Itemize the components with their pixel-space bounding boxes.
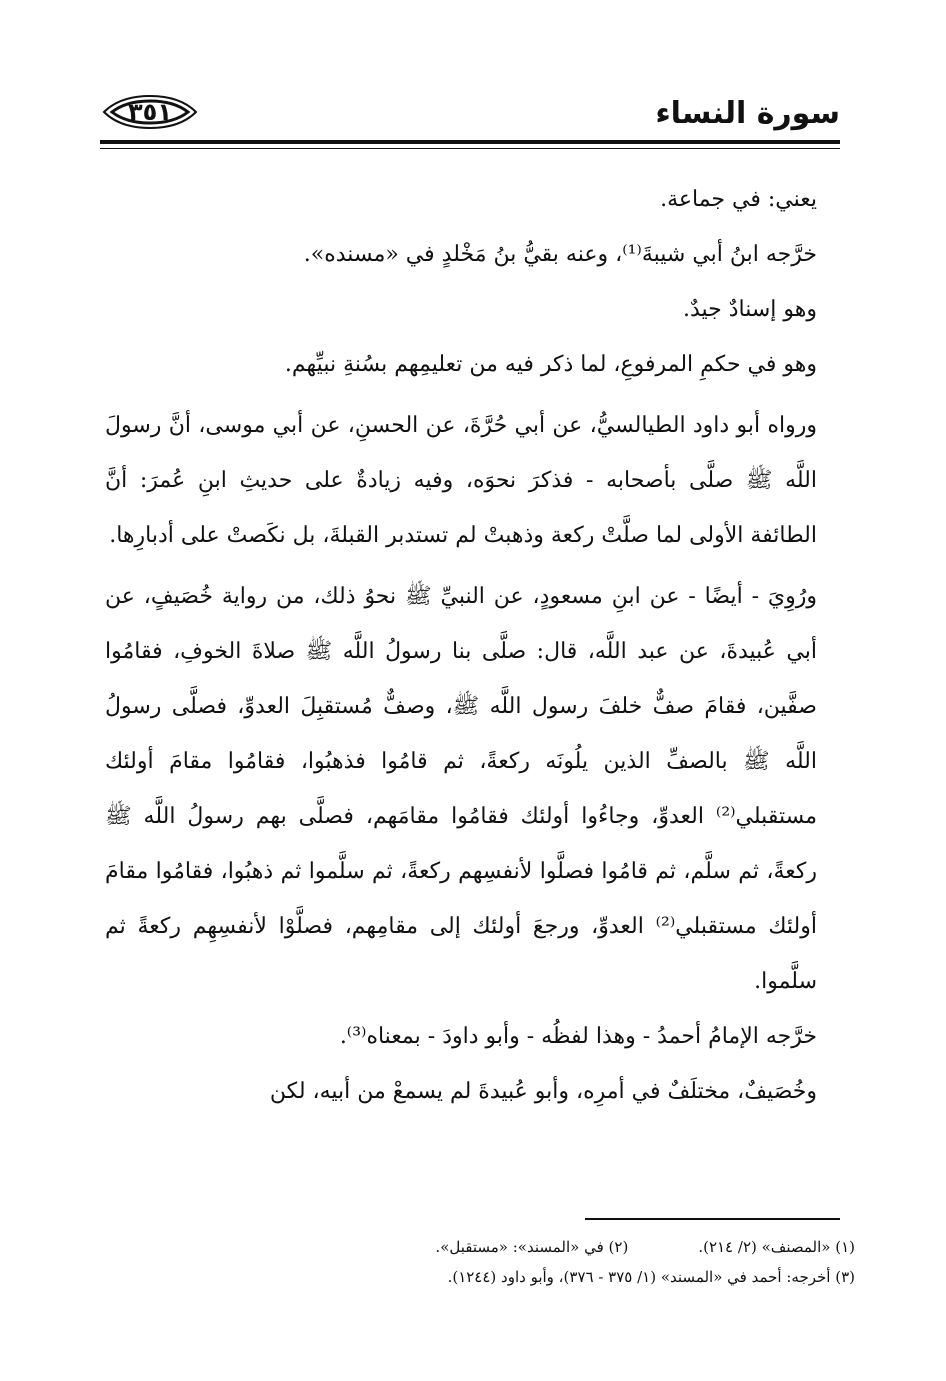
footnote-1: (١) «المصنف» (٢/ ٢١٤). <box>698 1238 855 1256</box>
page-number: ٣٥١ <box>128 98 172 126</box>
header-rule-thick <box>100 140 840 144</box>
footnote-rule <box>585 1218 840 1220</box>
surah-title: سورة النساء <box>655 96 840 131</box>
paragraph: ورواه أبو داود الطيالسيُّ، عن أبي حُرَّةَ، عن الحسنِ، عن أبي موسى، أنَّ رسولَ اللَّه ﷺ صلَّى بأصحابه - فذكرَ نحوَه، وفيه زيادةٌ على حديثِ ابنِ عُمرَ: أنَّ الطائفة الأولى لما صلَّتْ ركعة وذهبتْ لم تستدبر القبلةَ، بل نكَصتْ على أدبارِها. <box>105 413 817 548</box>
page-number-badge <box>100 94 200 130</box>
header-rule-thin <box>100 148 840 149</box>
paragraph: يعني: في جماعة. <box>660 187 817 212</box>
footnotes <box>250 1232 855 1292</box>
footnote-row <box>250 1232 855 1262</box>
page-header <box>100 86 840 148</box>
paragraph: وهو إسنادٌ جيدٌ. <box>682 297 817 322</box>
footnote-3: (٣) أخرجه: أحمد في «المسند» (١/ ٣٧٥ - ٣٧٦)، وأبو داود (١٢٤٤). <box>447 1268 855 1286</box>
paragraph: خرَّجه الإمامُ أحمدُ - وهذا لفظُه - وأبو داودَ - بمعناه⁽³⁾. <box>339 1024 817 1049</box>
paragraph: وخُصَيفٌ، مختلَفٌ في أمرِه، وأبو عُبيدةَ لم يسمعْ من أبيه، لكن <box>269 1079 817 1104</box>
paragraph: وهو في حكمِ المرفوعِ، لما ذكر فيه من تعليمِهم بسُنةِ نبيِّهم. <box>284 352 817 377</box>
main-text <box>105 172 817 1119</box>
paragraph: ورُوِيَ - أيضًا - عن ابنِ مسعودٍ، عن النبيِّ ﷺ نحوُ ذلك، من رواية خُصَيفٍ، عن أبي عُبيدةَ، عن عبد اللَّه، قال: صلَّى بنا رسولُ اللَّه ﷺ صلاةَ الخوفِ، فقامُوا صفَّين، فقامَ صفٌّ خلفَ رسول اللَّه ﷺ، وصفٌّ مُستقبِلَ العدوِّ، فصلَّى رسولُ اللَّه ﷺ بالصفِّ الذين يلُونَه ركعةً، ثم قامُوا فذهبُوا، فقامُوا مقامَ أولئك مستقبلي⁽²⁾ العدوِّ، وجاءُوا أولئك فقامُوا مقامَهم، فصلَّى بهم رسولُ اللَّه ﷺ ركعةً، ثم سلَّم، ثم قامُوا فصلَّوا لأنفسِهم ركعةً، ثم سلَّموا ثم ذهبُوا، فقامُوا مقامَ أولئك مستقبلي⁽²⁾ العدوِّ، ورجعَ أولئك إلى مقامِهم، فصلَّوْا لأنفسِهِم ركعةً ثم سلَّموا. <box>105 584 817 994</box>
paragraph: خرَّجه ابنُ أبي شيبةَ⁽¹⁾، وعنه بقيُّ بنُ مَخْلدٍ في «مسنده». <box>303 242 817 267</box>
footnote-2: (٢) في «المسند»: «مستقبل». <box>435 1238 629 1256</box>
